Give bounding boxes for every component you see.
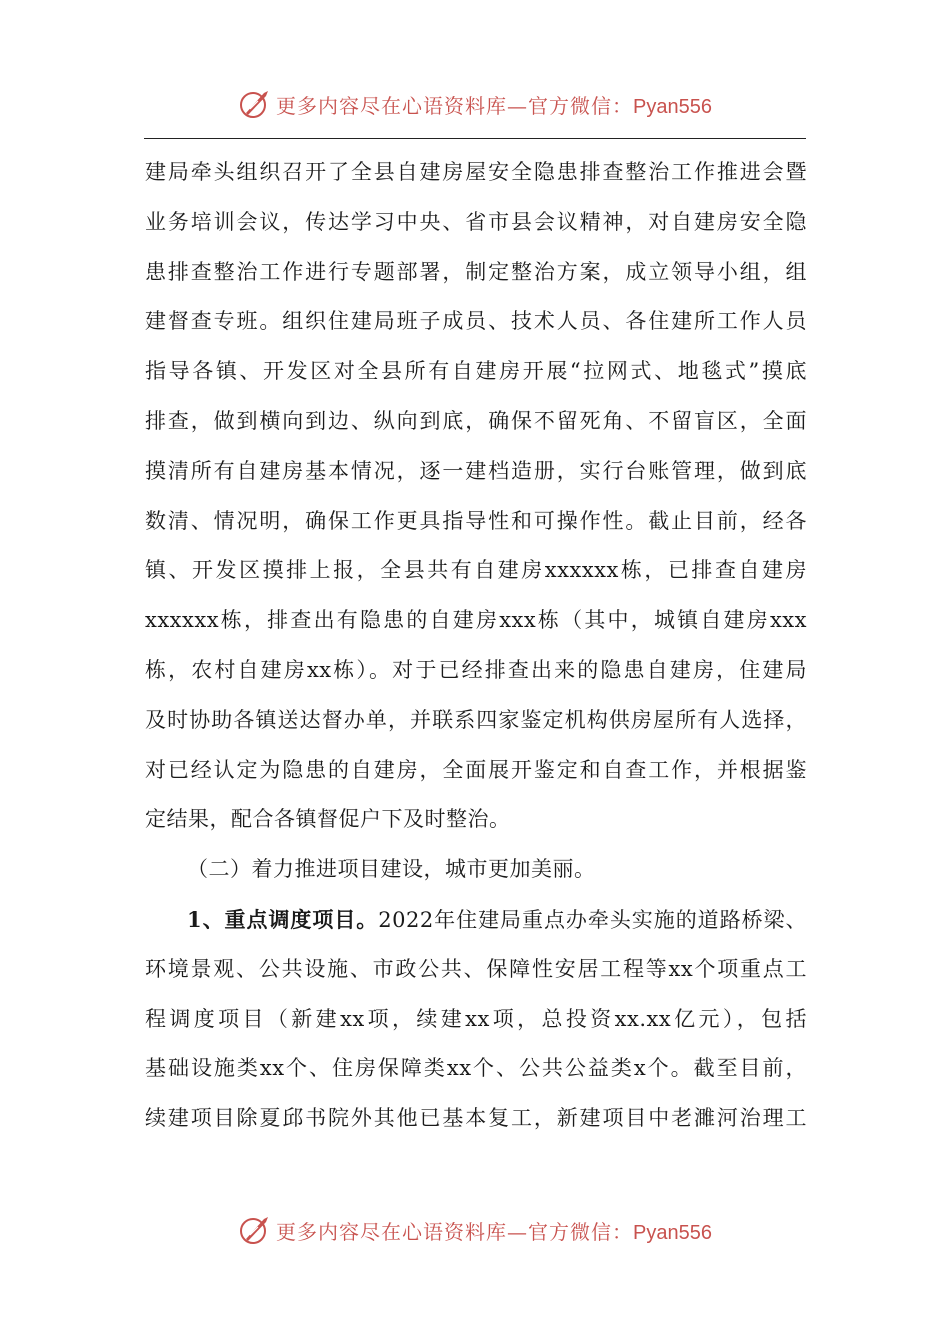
- paragraph-line: 建督查专班。组织住建局班子成员、技术人员、各住建所工作人员: [145, 309, 807, 334]
- banner-title: 更多内容尽在心语资料库: [276, 93, 508, 118]
- header-banner: [0, 84, 950, 124]
- paragraph-line: 栋，农村自建房xx栋）。对于已经排查出来的隐患自建房，住建局: [145, 657, 807, 682]
- paragraph-line: 基础设施类xx个、住房保障类xx个、公共公益类x个。截至目前，: [145, 1056, 807, 1081]
- banner-wechat-label: 官方微信：: [528, 1219, 634, 1244]
- section-heading: （二）着力推进项目建设，城市更加美丽。: [187, 857, 596, 882]
- paragraph-line: 环境景观、公共设施、市政公共、保障性安居工程等xx个项重点工: [145, 956, 807, 981]
- paragraph-line: 患排查整治工作进行专题部署，制定整治方案，成立领导小组，组: [145, 259, 807, 284]
- footer-banner: [0, 1210, 950, 1250]
- paragraph-line: 建局牵头组织召开了全县自建房屋安全隐患排查整治工作推进会暨: [145, 160, 807, 184]
- paragraph-line: 摸清所有自建房基本情况，逐一建档造册，实行台账管理，做到底: [145, 458, 807, 483]
- banner-text: [276, 90, 712, 119]
- item-heading: 1、重点调度项目。: [187, 906, 379, 932]
- paragraph-line: 数清、情况明，确保工作更具指导性和可操作性。截止目前，经各: [145, 508, 807, 533]
- quill-logo-icon: [238, 87, 272, 121]
- paragraph-line: 镇、开发区摸排上报，全县共有自建房xxxxxx栋，已排查自建房: [145, 558, 807, 583]
- document-body: [145, 148, 807, 1144]
- banner-wechat-label: 官方微信：: [528, 93, 634, 118]
- banner-title: 更多内容尽在心语资料库: [276, 1219, 508, 1244]
- paragraph-line: 对已经认定为隐患的自建房，全面展开鉴定和自查工作，并根据鉴: [145, 757, 807, 782]
- paragraph-line: 及时协助各镇送达督办单，并联系四家鉴定机构供房屋所有人选择，: [145, 707, 807, 732]
- paragraph-line: 业务培训会议，传达学习中央、省市县会议精神，对自建房安全隐: [145, 209, 807, 234]
- banner-wechat-id: Pyan556: [633, 1221, 712, 1244]
- banner-dash: —: [507, 1219, 529, 1244]
- paragraph-line: xxxxxx栋，排查出有隐患的自建房xxx栋（其中，城镇自建房xxx: [145, 608, 807, 633]
- quill-logo-icon: [238, 1213, 272, 1247]
- paragraph-line: 定结果，配合各镇督促户下及时整治。: [145, 807, 511, 832]
- paragraph-line: 排查，做到横向到边、纵向到底，确保不留死角、不留盲区，全面: [145, 408, 807, 433]
- paragraph-line: 指导各镇、开发区对全县所有自建房开展“拉网式、地毯式”摸底: [145, 359, 807, 384]
- paragraph-line: 程调度项目（新建xx项，续建xx项，总投资xx.xx亿元），包括: [145, 1006, 807, 1031]
- item-lead-text: 2022年住建局重点办牵头实施的道路桥梁、: [378, 907, 807, 932]
- banner-dash: —: [507, 93, 529, 118]
- paragraph-line: [145, 895, 807, 945]
- paragraph-line: 续建项目除夏邱书院外其他已基本复工，新建项目中老濉河治理工: [145, 1106, 807, 1131]
- banner-wechat-id: Pyan556: [633, 95, 712, 118]
- header-rule: [144, 138, 806, 139]
- banner-text: [276, 1216, 712, 1245]
